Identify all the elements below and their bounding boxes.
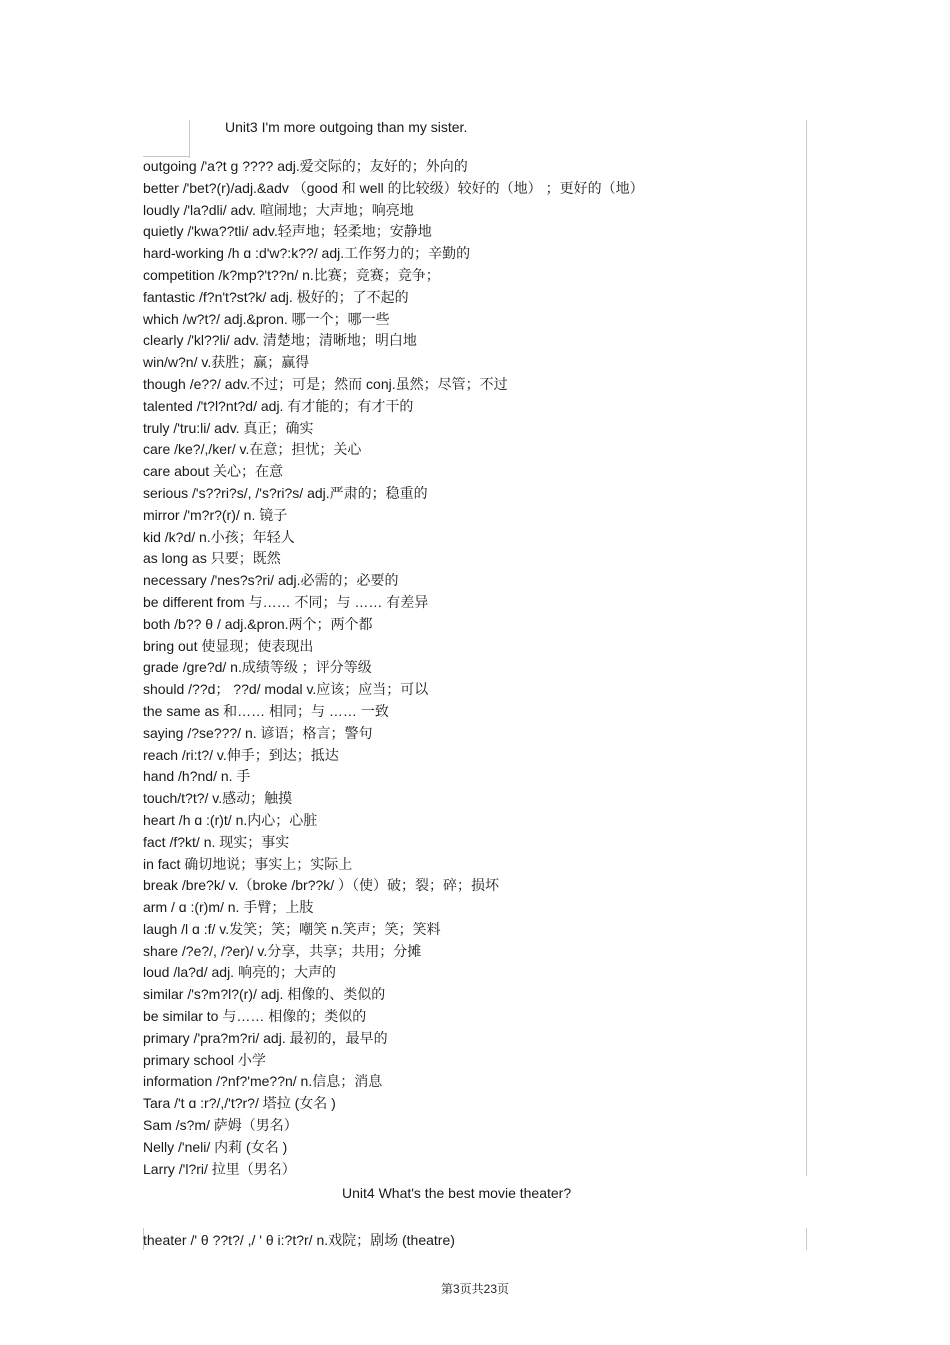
vocab-entry: talented /'t?l?nt?d/ adj. 有才能的；有才干的	[143, 397, 414, 414]
vocab-entry: laugh /l ɑ :f/ v.发笑；笑；嘲笑 n.笑声；笑；笑料	[143, 920, 441, 937]
vocab-entry: win/w?n/ v.获胜；赢；赢得	[143, 354, 310, 371]
vocab-entry: necessary /'nes?s?ri/ adj.必需的；必要的	[143, 572, 399, 589]
vocab-entry: kid /k?d/ n.小孩；年轻人	[143, 528, 295, 545]
vocab-entry: be different from 与…… 不同；与 …… 有差异	[143, 593, 429, 610]
unit4-title: Unit4 What's the best movie theater?	[342, 1185, 572, 1201]
vocab-entry: loud /la?d/ adj. 响亮的；大声的	[143, 964, 336, 981]
vocab-entry: arm / ɑ :(r)m/ n. 手臂；上肢	[143, 899, 314, 916]
vocab-entry: loudly /'la?dli/ adv. 喧闹地；大声地；响亮地	[143, 201, 414, 218]
bottom-right-frame-line	[806, 1228, 807, 1250]
vocab-entry: hand /h?nd/ n. 手	[143, 768, 251, 785]
vocab-entry: similar /'s?m?l?(r)/ adj. 相像的、类似的	[143, 986, 386, 1003]
vocab-entry: fantastic /f?n't?st?k/ adj. 极好的；了不起的	[143, 288, 409, 305]
vocab-entry: primary school 小学	[143, 1051, 266, 1068]
vocab-entry: hard-working /h ɑ :d'w?:k??/ adj.工作努力的；辛勤的	[143, 245, 471, 262]
vocab-entry: Larry /'l?ri/ 拉里（男名）	[143, 1160, 296, 1177]
vocab-entry: Nelly /'neli/ 内莉 (女名 )	[143, 1138, 288, 1155]
vocab-entry: reach /ri:t?/ v.伸手；到达；抵达	[143, 746, 339, 763]
vocab-entry: care about 关心；在意	[143, 463, 284, 480]
vocab-entry: grade /gre?d/ n.成绩等级 ；评分等级	[143, 659, 372, 676]
vocab-entry: share /?e?/, /?er)/ v.分享，共享；共用；分摊	[143, 942, 422, 959]
left-frame-line	[189, 120, 190, 158]
vocab-entry: break /bre?k/ v.（broke /br??k/ ）（使）破；裂；碎；损坏	[143, 877, 500, 894]
vocab-entry: heart /h ɑ :(r)t/ n.内心；心脏	[143, 811, 318, 828]
page-footer: 第3页共23页	[440, 1282, 510, 1296]
vocab-entry: outgoing /'a?t ɡ ???? adj.爱交际的；友好的；外向的	[143, 158, 468, 174]
vocabulary-list	[143, 156, 783, 1180]
vocab-entry: be similar to 与…… 相像的；类似的	[143, 1008, 367, 1025]
vocab-entry: though /e??/ adv.不过；可是；然而 conj.虽然；尽管；不过	[143, 375, 508, 392]
vocab-entry: information /?nf?'me??n/ n.信息；消息	[143, 1073, 383, 1090]
unit3-title: Unit3 I'm more outgoing than my sister.	[225, 119, 468, 135]
vocab-entry: Sam /s?m/ 萨姆（男名）	[143, 1117, 298, 1134]
vocab-entry: which /w?t?/ adj.&pron. 哪一个；哪一些	[143, 310, 390, 327]
vocab-entry: fact /f?kt/ n. 现实；事实	[143, 833, 290, 850]
vocab-entry: saying /?se???/ n. 谚语；格言；警句	[143, 724, 373, 741]
vocab-entry: Tara /'t ɑ :r?/,/'t?r?/ 塔拉 (女名 )	[143, 1095, 336, 1112]
unit4-first-entry: theater /' θ ??t?/ ,/ ' θ i:?t?r/ n.戏院；剧场 (theatre)	[143, 1232, 455, 1248]
vocab-entry: bring out 使显现；使表现出	[143, 637, 314, 654]
vocab-entry: primary /'pra?m?ri/ adj. 最初的，最早的	[143, 1029, 388, 1046]
vocab-entry: better /'bet?(r)/adj.&adv （good 和 well 的比较级）较好的（地） ；更好的（地）	[143, 179, 644, 196]
vocab-entry: care /ke?/,/ker/ v.在意；担忧；关心	[143, 441, 362, 458]
vocab-entry: should /??d； ??d/ modal v.应该；应当；可以	[143, 681, 429, 698]
vocab-entry: clearly /'kl??li/ adv. 清楚地；清晰地；明白地	[143, 332, 417, 349]
vocab-entry: serious /'s??ri?s/, /'s?ri?s/ adj.严肃的；稳重的	[143, 484, 428, 501]
vocab-entry: quietly /'kwa??tli/ adv.轻声地；轻柔地；安静地	[143, 223, 432, 240]
vocab-entry: touch/t?t?/ v.感动；触摸	[143, 790, 293, 807]
vocab-entry: truly /'tru:li/ adv. 真正；确实	[143, 419, 314, 436]
vocab-entry: mirror /'m?r?(r)/ n. 镜子	[143, 506, 288, 523]
right-frame-line	[806, 120, 807, 1176]
vocab-entry: the same as 和…… 相同；与 …… 一致	[143, 702, 389, 719]
vocab-entry: in fact 确切地说；事实上；实际上	[143, 855, 353, 872]
vocab-entry: as long as 只要；既然	[143, 550, 281, 567]
vocab-entry: both /b?? θ / adj.&pron.两个；两个都	[143, 615, 373, 632]
vocab-entry: competition /k?mp?'t??n/ n.比赛；竞赛；竞争；	[143, 266, 440, 283]
